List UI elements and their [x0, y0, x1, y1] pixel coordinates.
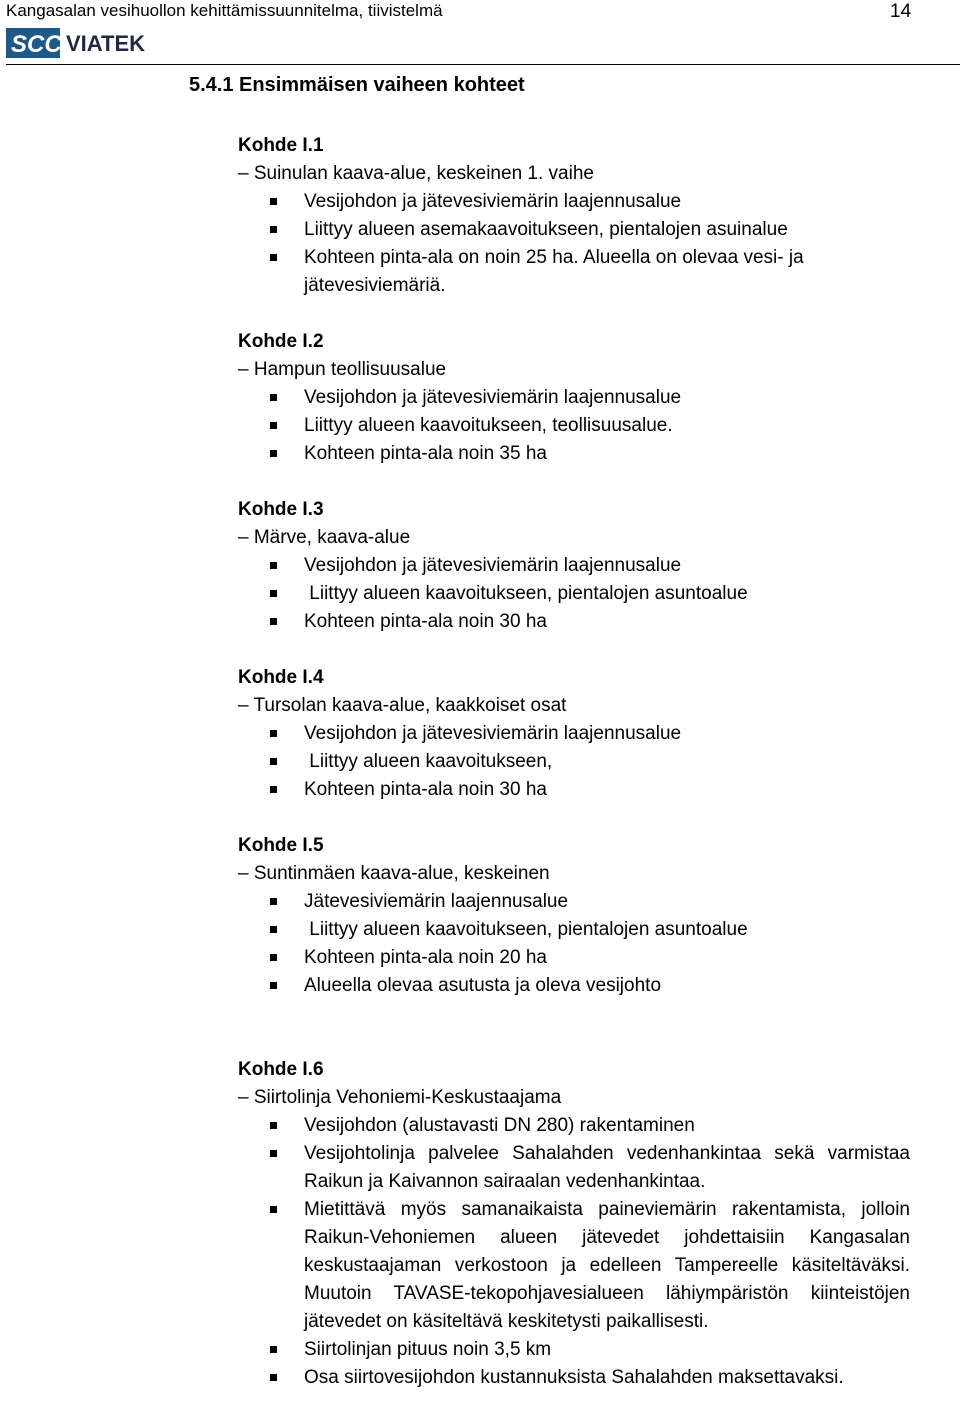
square-bullet-icon: [270, 926, 277, 933]
target-block: [238, 664, 910, 804]
list-item: [238, 384, 910, 412]
list-item-text: Kohteen pinta-ala noin 30 ha: [304, 779, 547, 800]
square-bullet-icon: [270, 1374, 277, 1381]
list-item: [238, 720, 910, 748]
list-item: [238, 776, 910, 804]
block-location: – Suntinmäen kaava-alue, keskeinen: [238, 863, 550, 884]
target-block: [238, 496, 910, 636]
list-item: [238, 1196, 916, 1336]
square-bullet-icon: [270, 422, 277, 429]
list-item: [238, 412, 910, 440]
list-item: [238, 944, 910, 972]
list-item-text: Vesijohdon ja jätevesiviemärin laajennusalue: [304, 555, 682, 576]
block-location: – Suinulan kaava-alue, keskeinen 1. vaihe: [238, 163, 594, 184]
target-block: [238, 1056, 916, 1392]
square-bullet-icon: [270, 730, 277, 737]
list-item: [238, 440, 910, 468]
bullet-list: [238, 720, 910, 804]
list-item-text: Liittyy alueen kaavoitukseen, teollisuusalue.: [304, 415, 673, 436]
list-item-text: Vesijohdon (alustavasti DN 280) rakentaminen: [304, 1115, 695, 1136]
list-item: [238, 244, 910, 300]
list-item-text: Liittyy alueen kaavoitukseen,: [304, 751, 553, 772]
list-item: [238, 972, 910, 1000]
list-item: [238, 1112, 910, 1140]
square-bullet-icon: [270, 226, 277, 233]
list-item: [238, 552, 910, 580]
list-item-text: Vesijohtolinja palvelee Sahalahden vedenhankintaa sekä varmistaa Raikun ja Kaivannon sairaalan vedenhankintaa.: [304, 1143, 916, 1192]
bullet-list: [238, 384, 910, 468]
list-item-text: Kohteen pinta-ala noin 30 ha: [304, 611, 547, 632]
list-item-text: Kohteen pinta-ala noin 35 ha: [304, 443, 547, 464]
block-title: Kohde I.2: [238, 331, 324, 352]
block-location: – Siirtolinja Vehoniemi-Keskustaajama: [238, 1087, 562, 1108]
list-item: [238, 608, 910, 636]
block-title: Kohde I.1: [238, 135, 324, 156]
list-item: [238, 748, 910, 776]
square-bullet-icon: [270, 590, 277, 597]
square-bullet-icon: [270, 1122, 277, 1129]
square-bullet-icon: [270, 954, 277, 961]
scc-viatek-logo: [6, 26, 166, 60]
document-title: Kangasalan vesihuollon kehittämissuunnitelma, tiivistelmä: [6, 1, 443, 20]
list-item-text: Kohteen pinta-ala noin 20 ha: [304, 947, 547, 968]
square-bullet-icon: [270, 618, 277, 625]
square-bullet-icon: [270, 198, 277, 205]
list-item: [238, 1140, 916, 1196]
block-title: Kohde I.5: [238, 835, 324, 856]
square-bullet-icon: [270, 394, 277, 401]
bullet-list: [238, 188, 910, 300]
list-item: [238, 916, 910, 944]
header-divider: [6, 64, 960, 65]
target-block: [238, 328, 910, 468]
list-item: [238, 188, 910, 216]
list-item-text: Liittyy alueen asemakaavoitukseen, pientalojen asuinalue: [304, 219, 788, 240]
list-item-text: Vesijohdon ja jätevesiviemärin laajennusalue: [304, 723, 682, 744]
block-title: Kohde I.3: [238, 499, 324, 520]
list-item-text: Liittyy alueen kaavoitukseen, pientalojen asuntoalue: [304, 583, 748, 604]
list-item-text: Alueella olevaa asutusta ja oleva vesijohto: [304, 975, 662, 996]
square-bullet-icon: [270, 562, 277, 569]
bullet-list: [238, 1112, 916, 1392]
square-bullet-icon: [270, 786, 277, 793]
square-bullet-icon: [270, 1346, 277, 1353]
list-item: [238, 888, 910, 916]
square-bullet-icon: [270, 898, 277, 905]
logo-viatek-text: VIATEK: [66, 31, 146, 56]
square-bullet-icon: [270, 982, 277, 989]
target-block: [238, 132, 910, 300]
list-item-text: Jätevesiviemärin laajennusalue: [304, 891, 569, 912]
square-bullet-icon: [270, 450, 277, 457]
list-item-text: Osa siirtovesijohdon kustannuksista Sahalahden maksettavaksi.: [304, 1367, 844, 1388]
list-item: [238, 1364, 910, 1392]
block-title: Kohde I.4: [238, 667, 324, 688]
page-number: 14: [890, 1, 912, 22]
list-item-text: Vesijohdon ja jätevesiviemärin laajennusalue: [304, 191, 682, 212]
list-item-text: Vesijohdon ja jätevesiviemärin laajennusalue: [304, 387, 682, 408]
block-location: – Märve, kaava-alue: [238, 527, 411, 548]
list-item: [238, 1336, 910, 1364]
section-heading: 5.4.1 Ensimmäisen vaiheen kohteet: [189, 74, 525, 96]
list-item: [238, 216, 910, 244]
target-block: [238, 832, 910, 1000]
bullet-list: [238, 552, 910, 636]
logo-graphic: [6, 26, 166, 60]
square-bullet-icon: [270, 254, 277, 261]
bullet-list: [238, 888, 910, 1000]
logo-scc-text: SCC: [11, 31, 62, 58]
list-item-text: Mietittävä myös samanaikaista paineviemärin rakentamista, jolloin Raikun-Vehoniemen alueen jätevedet johdettaisiin Kangasalan keskustaajaman verkostoon ja edelleen Tampereelle käsiteltäväksi. Muutoin TAVASE-tekopohjavesialueen lähiympäristön kiinteistöjen jätevedet on käsiteltävä keskitetysti paikallisesti.: [304, 1199, 916, 1332]
list-item: [238, 580, 910, 608]
block-location: – Tursolan kaava-alue, kaakkoiset osat: [238, 695, 567, 716]
square-bullet-icon: [270, 1150, 277, 1157]
square-bullet-icon: [270, 758, 277, 765]
list-item-text: Liittyy alueen kaavoitukseen, pientalojen asuntoalue: [304, 919, 748, 940]
list-item-text: Kohteen pinta-ala on noin 25 ha. Alueella on olevaa vesi- ja jätevesiviemäriä.: [304, 247, 809, 296]
block-location: – Hampun teollisuusalue: [238, 359, 447, 380]
list-item-text: Siirtolinjan pituus noin 3,5 km: [304, 1339, 552, 1360]
block-title: Kohde I.6: [238, 1059, 324, 1080]
document-body: [238, 132, 916, 1420]
square-bullet-icon: [270, 1206, 277, 1213]
